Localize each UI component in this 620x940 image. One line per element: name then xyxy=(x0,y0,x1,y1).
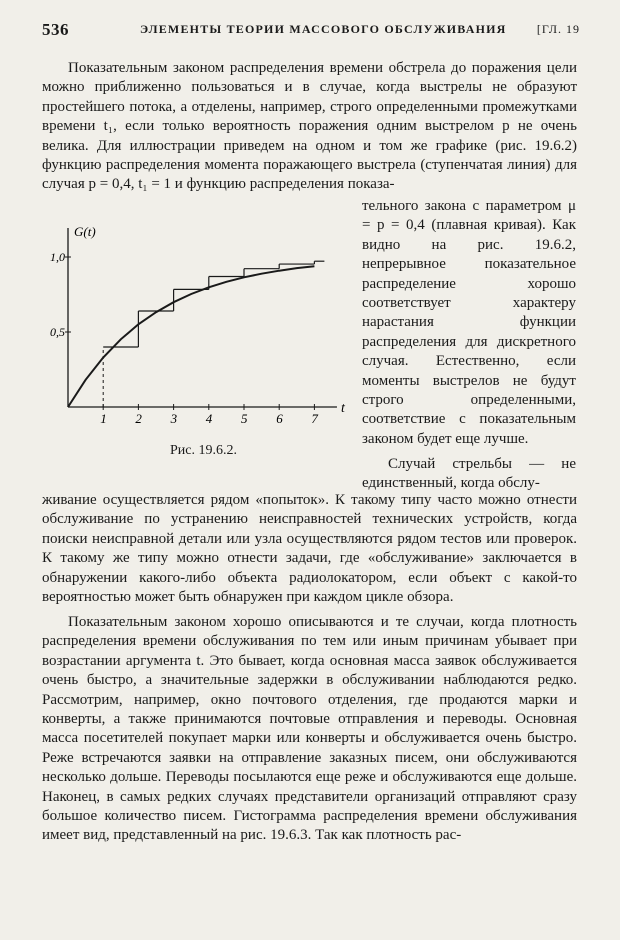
x-tick-label: 2 xyxy=(135,411,142,425)
figure-caption: Рис. 19.6.2. xyxy=(170,443,237,458)
paragraph-1-side xyxy=(362,197,576,449)
page-number: 536 xyxy=(42,20,69,39)
chapter-marker: [ГЛ. 19 xyxy=(536,22,580,36)
x-axis-label: t xyxy=(340,401,345,416)
y-axis-label: G(t) xyxy=(74,224,96,239)
paragraph-2-side xyxy=(362,455,576,494)
paragraph-1-text: Показательным законом распределения времени обстрела до поражения цели можно приближенно пользоваться и в случае, когда выстрелы не образуют простейшего потока, а отделены, например, строго определенными промежутками времени t₁, если только вероятность поражения одним выстрелом p не очень велика. Для иллюстрации приведем на одном и том же графике (рис. 19.6.2) функцию распределения момента поражающего выстрела (ступенчатая линия) для случая p = 0,4, t₁ = 1 и функцию распределения показа- xyxy=(42,60,577,193)
exponential-curve xyxy=(68,266,314,407)
paragraph-1-side-text: тельного закона с параметром μ = p = 0,4 (плавная кривая). Как видно на рис. 19.6.2, непрерывное показательное распределение хорошо соответствует характеру нарастания функции распределения для дискретного случая. Естественно, если моменты выстрелов не будут строго определенными, соответствие с показательным законом будет еще лучше. xyxy=(362,198,576,447)
x-tick-label: 5 xyxy=(241,411,248,425)
running-title: ЭЛЕМЕНТЫ ТЕОРИИ МАССОВОГО ОБСЛУЖИВАНИЯ xyxy=(140,22,507,36)
paragraph-2-text: живание осуществляется рядом «попыток». К такому типу часто можно отнести обслуживание по устранению неисправностей технических устройств, когда поиски неисправной детали или узла осуществляются рядом тестов или проверок. К такому же типу можно отнести задачи, где «обслуживание» заключается в обнаружении какого-либо объекта радиолокатором, если объект с какой-то вероятностью может быть обнаружен при каждом цикле обзора. xyxy=(42,492,577,606)
page-header xyxy=(42,20,580,42)
paragraph-2 xyxy=(42,491,577,607)
y-tick-label: 1,0 xyxy=(50,250,65,264)
x-tick-label: 1 xyxy=(100,411,107,425)
distribution-chart xyxy=(42,210,360,425)
paragraph-1 xyxy=(42,59,577,195)
x-tick-label: 4 xyxy=(205,411,213,425)
paragraph-3-text: Показательным законом хорошо описываются и те случаи, когда плотность распределения времени обслуживания по тем или иным причинам убывает при возрастании аргумента t. Это бывает, когда основная масса заявок обслуживается очень быстро, а значительные задержки в обслуживании наблюдаются редко. Рассмотрим, например, окно почтового отделения, где продаются марки и конверты, а также принимаются почтовые отправления и переводы. Основная масса посетителей покупает марки или конверты и обслуживается очень быстро. Реже встречаются заявки на отправление заказных писем, они обслуживаются несколько дольше. Переводы посылаются еще реже и обслуживаются еще дольше. Наконец, в самых редких случаях представители организаций отправляют сразу большое количество писем. Гистограмма распределения времени обслуживания имеет вид, представленный на рис. 19.6.3. Так как плотность рас- xyxy=(42,614,577,844)
x-tick-label: 6 xyxy=(276,411,283,425)
paragraph-3 xyxy=(42,613,577,846)
x-tick-label: 3 xyxy=(170,411,178,425)
x-tick-label: 7 xyxy=(311,411,318,425)
y-tick-label: 0,5 xyxy=(50,325,65,339)
figure-19-6-2 xyxy=(42,210,360,425)
paragraph-2-side-text: Случай стрельбы — не единственный, когда обслу- xyxy=(362,456,576,492)
